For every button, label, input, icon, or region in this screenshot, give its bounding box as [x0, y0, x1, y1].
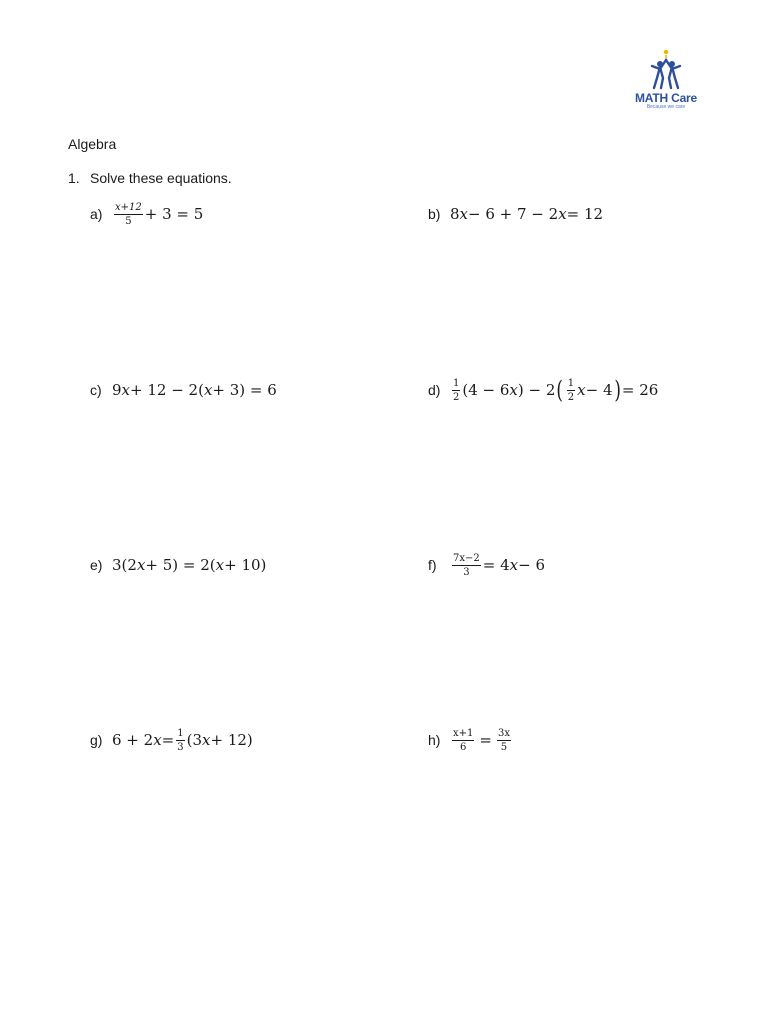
page-title: Algebra	[68, 136, 117, 152]
equation-item-b	[428, 194, 603, 234]
variable: x	[459, 205, 469, 223]
fraction	[114, 202, 143, 227]
item-label: d)	[428, 382, 441, 398]
fraction-numerator: 1	[567, 377, 575, 389]
fraction-numerator: x+12	[115, 201, 142, 213]
item-label: b)	[428, 206, 441, 222]
fraction	[497, 728, 511, 753]
fraction-denominator: 2	[453, 391, 460, 403]
equation-term: 3(2	[112, 556, 137, 574]
equation-item-g	[90, 720, 253, 760]
math-care-logo	[630, 48, 702, 118]
fraction-numerator: 3x	[497, 727, 510, 739]
equation-c	[112, 381, 277, 399]
equation-term: 9	[112, 381, 122, 399]
variable: x	[153, 731, 162, 749]
fraction-denominator: 6	[460, 741, 467, 753]
equation-term: = 4	[482, 556, 510, 574]
equation-term: + 12 − 2(	[130, 381, 204, 399]
equals-sign: =	[479, 731, 492, 749]
fraction-denominator: 3	[177, 741, 184, 753]
equation-d	[450, 378, 658, 403]
equation-term: − 6	[518, 556, 545, 574]
equation-e	[112, 556, 266, 574]
fraction-numerator: 7x−2	[453, 552, 480, 564]
equation-item-h	[428, 720, 513, 760]
equation-a	[112, 202, 203, 227]
equation-term: + 10)	[224, 556, 267, 574]
variable: x	[577, 381, 586, 399]
fraction	[452, 728, 474, 753]
equation-item-e	[90, 545, 266, 585]
item-label: a)	[90, 206, 103, 222]
equation-b	[450, 205, 603, 223]
fraction-numerator: x+1	[453, 727, 474, 739]
question-text: Solve these equations.	[90, 170, 232, 186]
equation-term: − 6 + 7 − 2	[468, 205, 559, 223]
fraction-denominator: 3	[463, 566, 470, 578]
question-line	[68, 170, 232, 186]
variable: x	[136, 556, 146, 574]
variable: x	[121, 381, 131, 399]
logo-figures-icon	[646, 48, 686, 90]
fraction-denominator: 5	[125, 215, 132, 227]
item-label: e)	[90, 557, 103, 573]
question-number: 1.	[68, 170, 80, 186]
equation-item-c	[90, 370, 277, 410]
item-label: c)	[90, 382, 102, 398]
equation-g	[112, 728, 253, 753]
item-label: f)	[428, 557, 437, 573]
equation-rest: + 3 = 5	[144, 205, 204, 223]
equation-item-d	[428, 370, 658, 410]
fraction	[567, 378, 575, 403]
equation-item-a	[90, 194, 203, 234]
equation-term: + 12)	[210, 731, 253, 749]
fraction-numerator: 1	[177, 727, 184, 739]
equation-h	[450, 728, 513, 753]
fraction	[176, 728, 184, 753]
equation-term: 6 + 2	[112, 731, 154, 749]
equation-item-f	[428, 545, 545, 585]
open-paren: (	[556, 376, 564, 404]
equation-term: = 12	[566, 205, 604, 223]
close-paren: )	[613, 376, 621, 404]
fraction-numerator: 1	[453, 377, 460, 389]
equation-term: − 4	[585, 381, 613, 399]
fraction	[452, 378, 460, 403]
equation-term: + 3) = 6	[212, 381, 277, 399]
fraction	[452, 553, 481, 578]
logo-tagline: Because we care	[646, 104, 686, 110]
fraction-denominator: 2	[567, 391, 575, 403]
equation-term: + 5) = 2(	[145, 556, 216, 574]
item-label: h)	[428, 732, 441, 748]
equation-term: = 26	[621, 381, 659, 399]
equation-term: =	[161, 731, 175, 749]
equation-f	[450, 553, 545, 578]
equation-term: ) − 2	[517, 381, 556, 399]
item-label: g)	[90, 732, 103, 748]
variable: x	[509, 381, 518, 399]
equation-term: (4 − 6	[462, 381, 510, 399]
variable: x	[203, 381, 213, 399]
fraction-denominator: 5	[500, 741, 508, 753]
variable: x	[509, 556, 519, 574]
variable: x	[202, 731, 211, 749]
variable: x	[558, 205, 567, 223]
variable: x	[215, 556, 225, 574]
logo-name: MATH Care	[635, 91, 697, 105]
equation-term: 8	[450, 205, 460, 223]
equation-term: (3	[186, 731, 203, 749]
